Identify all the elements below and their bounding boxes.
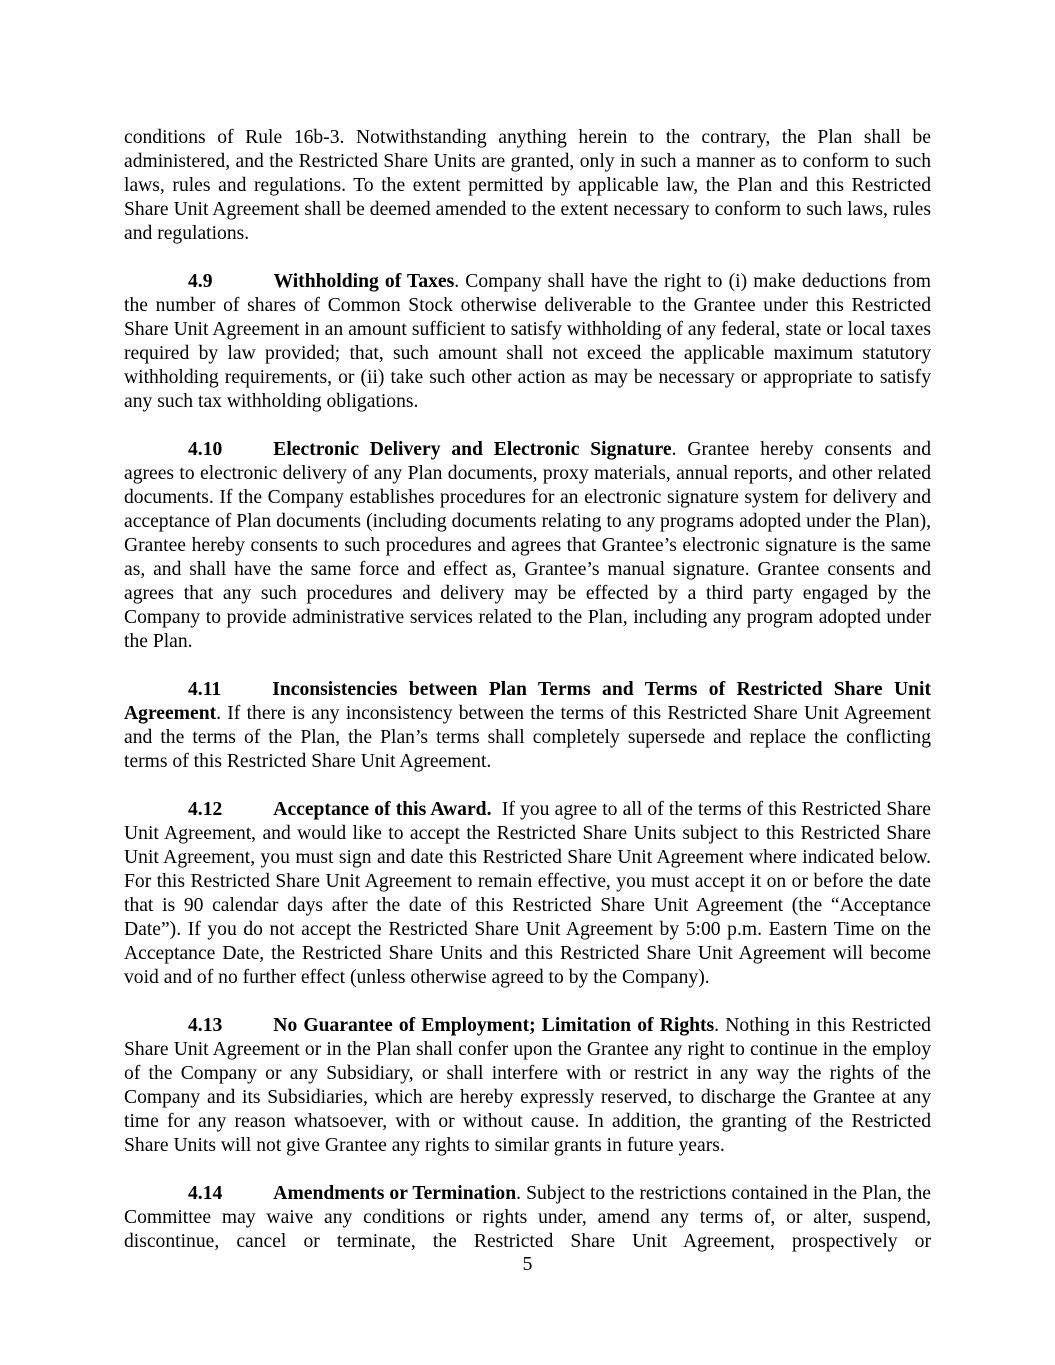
section-4-11 (124, 678, 931, 774)
section-number: 4.11 (188, 679, 222, 700)
section-4-13 (124, 1014, 931, 1158)
section-number: 4.13 (188, 1015, 223, 1036)
section-body: . Nothing in this Restricted Share Unit Agreement or in the Plan shall confer upon the Grantee any right to continue in the employ of the Company or any Subsidiary, or shall interfere with or restrict in any way the rights of the Company and its Subsidiaries, which are hereby expressly reserved, to discharge the Grantee at any time for any reason whatsoever, with or without cause. In addition, the granting of the Restricted Share Units will not give Grantee any rights to similar grants in future years. (124, 1015, 931, 1156)
section-heading: Amendments or Termination (273, 1183, 517, 1204)
section-body: . Company shall have the right to (i) make deductions from the number of shares of Common Stock otherwise deliverable to the Grantee under this Restricted Share Unit Agreement in an amount sufficient to satisfy withholding of any federal, state or local taxes required by law provided; that, such amount shall not exceed the applicable maximum statutory withholding requirements, or (ii) take such other action as may be necessary or appropriate to satisfy any such tax withholding obligations. (124, 271, 931, 412)
document-page (124, 126, 936, 1278)
section-number: 4.9 (188, 271, 213, 292)
section-heading: Withholding of Taxes (273, 271, 455, 292)
section-4-9 (124, 270, 931, 414)
section-body: . Grantee hereby consents and agrees to electronic delivery of any Plan documents, proxy materials, annual reports, and other related documents. If the Company establishes procedures for an electronic signature system for delivery and acceptance of Plan documents (including documents relating to any programs adopted under the Plan), Grantee hereby consents to such procedures and agrees that Grantee’s electronic signature is the same as, and shall have the same force and effect as, Grantee’s manual signature. Grantee consents and agrees that any such procedures and delivery may be effected by a third party engaged by the Company to provide administrative services related to the Plan, including any program adopted under the Plan. (124, 439, 932, 652)
section-number: 4.12 (188, 799, 223, 820)
section-number: 4.14 (188, 1183, 223, 1204)
section-body: . If there is any inconsistency between the terms of this Restricted Share Unit Agreement and the terms of the Plan, the Plan’s terms shall completely supersede and replace the conflicting terms of this Restricted Share Unit Agreement. (124, 703, 931, 772)
section-body: . Subject to the restrictions contained in the Plan, the Committee may waive any conditions or rights under, amend any terms of, or alter, suspend, discontinue, cancel or terminate, the Restricted Share Unit Agreement, prospectively or (124, 1183, 931, 1252)
section-heading: No Guarantee of Employment; Limitation of Rights (273, 1015, 715, 1036)
section-4-10 (124, 438, 931, 654)
section-heading: Electronic Delivery and Electronic Signature (273, 439, 672, 460)
intro-paragraph: conditions of Rule 16b-3. Notwithstanding anything herein to the contrary, the Plan shall be administered, and the Restricted Share Units are granted, only in such a manner as to conform to such laws, rules and regulations. To the extent permitted by applicable law, the Plan and this Restricted Share Unit Agreement shall be deemed amended to the extent necessary to conform to such laws, rules and regulations. (124, 127, 931, 244)
section-4-12 (124, 798, 936, 990)
section-heading: Acceptance of this Award. (273, 799, 492, 820)
section-4-14 (124, 1182, 931, 1254)
section-body: If you agree to all of the terms of this Restricted Share Unit Agreement, and would like to accept the Restricted Share Units subject to this Restricted Share Unit Agreement, you must sign and date this Restricted Share Unit Agreement where indicated below. For this Restricted Share Unit Agreement to remain effective, you must accept it on or before the date that is 90 calendar days after the date of this Restricted Share Unit Agreement (the “Acceptance Date”). If you do not accept the Restricted Share Unit Agreement by 5:00 p.m. Eastern Time on the Acceptance Date, the Restricted Share Units and this Restricted Share Unit Agreement will become void and of no further effect (unless otherwise agreed to by the Company). (124, 799, 936, 988)
section-number: 4.10 (188, 439, 223, 460)
page-number: 5 (522, 1254, 533, 1275)
section-heading: Inconsistencies between Plan Terms and Terms of Restricted Share Unit Agreement (124, 679, 931, 724)
